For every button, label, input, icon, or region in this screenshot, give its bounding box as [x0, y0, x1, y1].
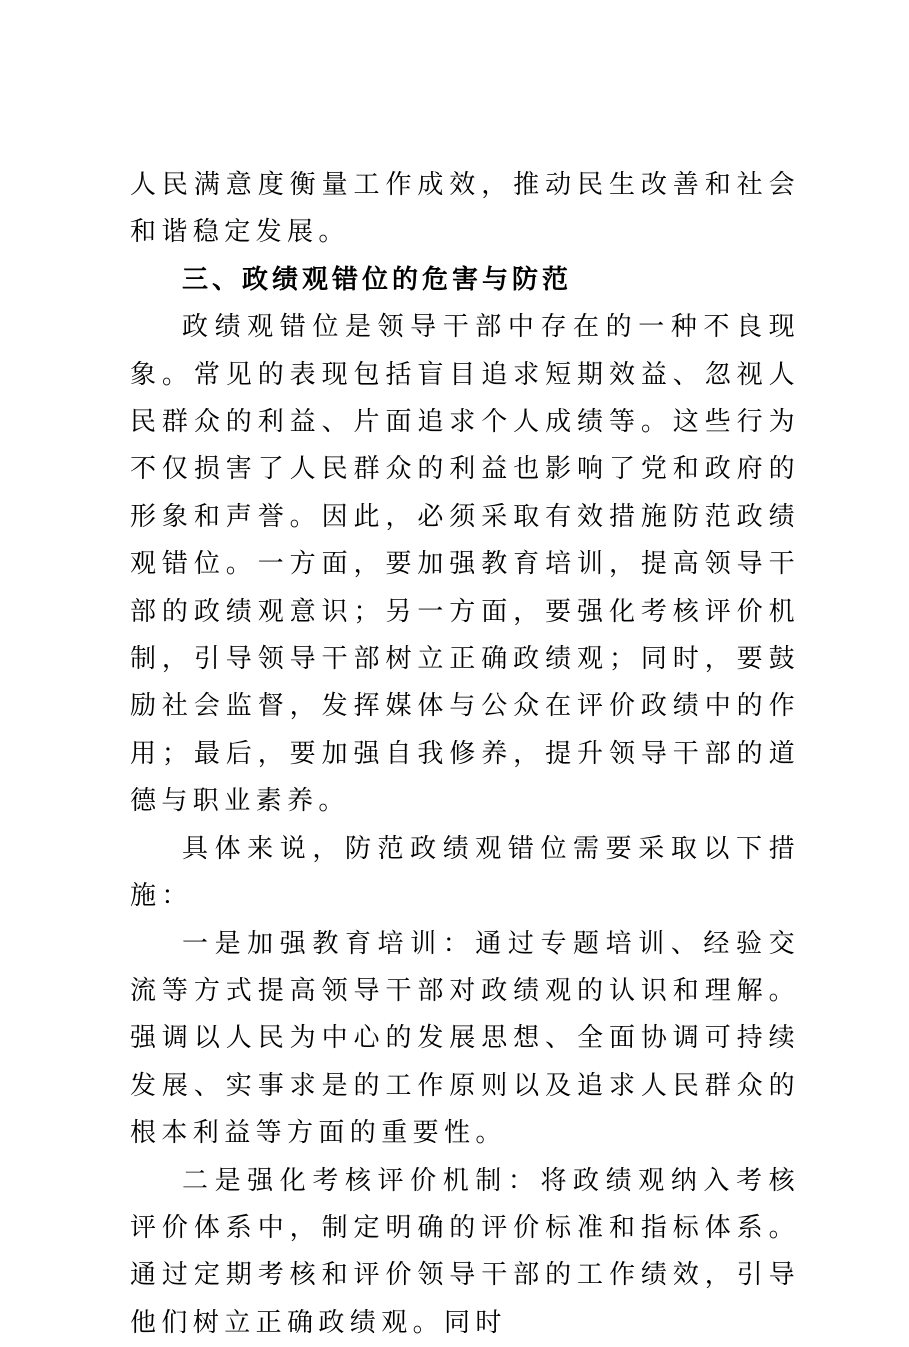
- paragraph-body: 政绩观错位是领导干部中存在的一种不良现象。常见的表现包括盲目追求短期效益、忽视人民群众的利益、片面追求个人成绩等。这些行为不仅损害了人民群众的利益也影响了党和政府的形象和声誉。因此，必须采取有效措施防范政绩观错位。一方面，要加强教育培训，提高领导干部的政绩观意识；另一方面，要强化考核评价机制，引导领导干部树立正确政绩观；同时，要鼓励社会监督，发挥媒体与公众在评价政绩中的作用；最后，要加强自我修养，提升领导干部的道德与职业素养。: [130, 312, 800, 817]
- paragraph-continuation: 人民满意度衡量工作成效，推动民生改善和社会和谐稳定发展。: [130, 170, 800, 248]
- paragraph-body: 二是强化考核评价机制：将政绩观纳入考核评价体系中，制定明确的评价标准和指标体系。通过定期考核和评价领导干部的工作绩效，引导他们树立正确政绩观。同时: [130, 1165, 800, 1338]
- paragraph-body: 具体来说，防范政绩观错位需要采取以下措施：: [130, 833, 800, 912]
- section-heading: 三、政绩观错位的危害与防范: [182, 264, 573, 295]
- paragraph-body: 一是加强教育培训：通过专题培训、经验交流等方式提高领导干部对政绩观的认识和理解。强调以人民为中心的发展思想、全面协调可持续发展、实事求是的工作原则以及追求人民群众的根本利益等方面的重要性。: [130, 928, 800, 1149]
- document-body: [130, 162, 800, 1347]
